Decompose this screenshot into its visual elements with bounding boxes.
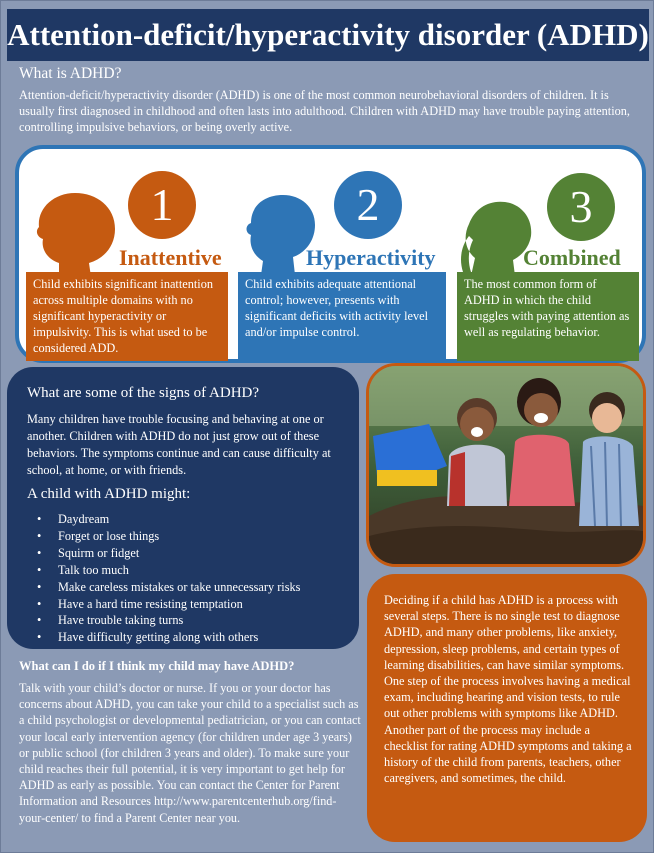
bullet-icon: • <box>37 512 42 526</box>
signs-list <box>37 511 355 646</box>
bullet-icon: • <box>37 528 42 543</box>
child-head-icon <box>29 189 129 279</box>
type-number-2: 2 <box>334 171 402 239</box>
what-is-adhd-heading: What is ADHD? <box>19 65 122 82</box>
children-playing-illustration <box>369 366 643 564</box>
page-title: Attention-deficit/hyperactivity disorder (ADHD) <box>7 17 649 52</box>
bullet-icon: • <box>37 579 42 594</box>
type-description-combined: The most common form of ADHD in which the child struggles with paying attention as well as regulating behavior. <box>457 272 639 361</box>
list-item: • Have trouble taking turns <box>37 613 184 628</box>
type-description-hyperactivity: Child exhibits adequate attentional control; however, presents with significant deficits with activity level and/or impulse control. <box>238 272 446 361</box>
list-item: • Daydream <box>37 512 110 526</box>
might-heading: A child with ADHD might: <box>27 486 191 502</box>
bullet-icon: • <box>37 630 42 645</box>
signs-text: Many children have trouble focusing and behaving at one or another. Children with ADHD do not just grow out of these behaviors. The symptoms continue and can cause difficulty at school, at home, or with friends. <box>27 412 331 477</box>
bullet-icon: • <box>37 613 42 628</box>
type-label-inattentive: Inattentive <box>119 245 222 270</box>
list-item: • Have a hard time resisting temptation <box>37 596 243 611</box>
type-number-3: 3 <box>547 173 615 241</box>
what-can-i-do-text: Talk with your child’s doctor or nurse. If you or your doctor has concerns about ADHD, you can take your child to a specialist such as a child psychologist or developmental pediatrician, or you can contact your local early intervention agency (for children under age 3 years) or public school (for children 3 years and older). To make sure your child reaches their full potential, it is very important to get help for ADHD as early as possible. You can contact the Center for Parent Information and Resources http://www.parentcenterhub.org/find-your-center/ to find a Parent Center near you. <box>19 681 361 825</box>
diagnosis-process-text: Deciding if a child has ADHD is a process with several steps. There is no single test to diagnose ADHD, and many other problems, like anxiety, depression, sleep problems, and certain types of learning disabilities, can have similar symptoms. One step of the process involves having a medical exam, including hearing and vision tests, to rule out other problems with symptoms like ADHD. Another part of the process may include a checklist for rating ADHD symptoms and taking a history of the child from parents, teachers, other caregivers, and sometimes, the child. <box>384 593 632 786</box>
what-can-i-do-heading: What can I do if I think my child may have ADHD? <box>19 659 295 673</box>
list-item: • Squirm or fidget <box>37 545 140 560</box>
type-number-1: 1 <box>128 171 196 239</box>
bullet-icon: • <box>37 562 42 577</box>
type-label-combined: Combined <box>523 245 621 270</box>
list-item: • Have difficulty getting along with others <box>37 630 259 645</box>
type-description-inattentive: Child exhibits significant inattention across multiple domains with no significant hyperactivity or impulsivity. This is what used to be considered ADD. <box>26 272 228 361</box>
list-item: • Make careless mistakes or take unnecessary risks <box>37 579 301 594</box>
children-playing-photo <box>366 363 646 567</box>
type-label-hyperactivity: Hyperactivity <box>306 245 436 270</box>
signs-heading: What are some of the signs of ADHD? <box>27 385 260 401</box>
bullet-icon: • <box>37 545 42 560</box>
bullet-icon: • <box>37 596 42 611</box>
title-bar <box>7 9 649 61</box>
list-item: • Talk too much <box>37 562 129 577</box>
what-is-adhd-text: Attention-deficit/hyperactivity disorder (ADHD) is one of the most common neurobehavioral disorders of children. It is usually first diagnosed in childhood and often lasts into adulthood. Children with ADHD may have trouble paying attention, controlling impulsive behaviors, or being overly active. <box>19 88 630 134</box>
list-item: • Forget or lose things <box>37 528 160 543</box>
